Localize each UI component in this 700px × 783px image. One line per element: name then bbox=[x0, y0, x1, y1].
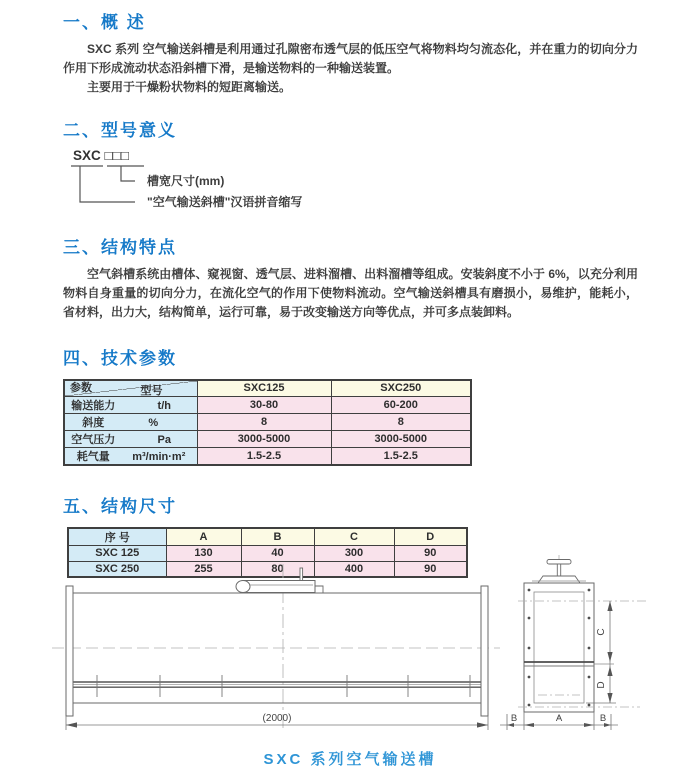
dim-value: 90 bbox=[394, 561, 467, 577]
callout-pinyin-label: "空气输送斜槽"汉语拼音缩写 bbox=[147, 195, 303, 209]
dim-col-header: 序 号 bbox=[68, 528, 166, 546]
table-header-row bbox=[68, 528, 467, 546]
tech-table-corner-cell bbox=[64, 380, 197, 396]
valve-handle bbox=[532, 560, 586, 584]
left-flange bbox=[66, 586, 73, 716]
dim-label-d: D bbox=[596, 681, 607, 689]
dim-value: 300 bbox=[314, 545, 394, 561]
param-unit: Pa bbox=[157, 433, 172, 446]
side-view bbox=[52, 564, 500, 730]
dim-value: 400 bbox=[314, 561, 394, 577]
table-row bbox=[64, 413, 471, 430]
dim-model-name: SXC 125 bbox=[68, 545, 166, 561]
param-name: 耗气量 bbox=[76, 450, 110, 463]
callout-line-pinyin bbox=[80, 166, 135, 202]
param-unit: t/h bbox=[157, 399, 171, 412]
dim-model-name: SXC 250 bbox=[68, 561, 166, 577]
param-value: 60-200 bbox=[331, 396, 471, 413]
page-title: SXC 系列空气输送槽 bbox=[263, 751, 437, 768]
dim-value: 255 bbox=[166, 561, 241, 577]
param-value: 8 bbox=[331, 413, 471, 430]
dim-label-a: A bbox=[555, 713, 563, 724]
table-row bbox=[64, 447, 471, 465]
param-value: 3000-5000 bbox=[331, 430, 471, 447]
dim-value: 90 bbox=[394, 545, 467, 561]
tech-params-table bbox=[63, 379, 472, 466]
dim-label-c: C bbox=[596, 628, 607, 636]
dim-value: 130 bbox=[166, 545, 241, 561]
param-value: 30-80 bbox=[197, 396, 331, 413]
end-view bbox=[500, 555, 648, 730]
dim-heading: 五、结构尺寸 bbox=[63, 496, 177, 516]
dim-label-b-left: B bbox=[510, 713, 518, 724]
param-value: 1.5-2.5 bbox=[197, 447, 331, 465]
callout-line-width bbox=[121, 166, 135, 181]
param-unit: m³/min·m² bbox=[132, 450, 186, 463]
tech-heading: 四、技术参数 bbox=[63, 349, 177, 368]
dim-value: 40 bbox=[241, 545, 314, 561]
tech-col-header: SXC250 bbox=[331, 380, 471, 396]
param-name: 输送能力 bbox=[71, 399, 116, 412]
technical-drawing bbox=[0, 552, 700, 747]
features-heading: 三、结构特点 bbox=[63, 238, 177, 257]
porous-layer bbox=[73, 675, 481, 697]
param-value: 8 bbox=[197, 413, 331, 430]
model-heading: 二、型号意义 bbox=[63, 121, 177, 140]
corner-label-param: 参数 bbox=[70, 381, 92, 394]
dim-value: 80 bbox=[241, 561, 314, 577]
inspection-window bbox=[236, 568, 323, 593]
param-unit: % bbox=[148, 416, 159, 429]
dim-label-b-right: B bbox=[599, 713, 607, 724]
tech-col-header: SXC125 bbox=[197, 380, 331, 396]
param-value: 3000-5000 bbox=[197, 430, 331, 447]
table-row bbox=[64, 430, 471, 447]
overview-paragraph-2: 主要用于干燥粉状物料的短距离输送。 bbox=[87, 80, 292, 94]
length-dimension-label: (2000) bbox=[262, 713, 292, 724]
table-row bbox=[64, 396, 471, 413]
dim-col-header: D bbox=[394, 528, 467, 546]
section-tech-params bbox=[63, 348, 638, 466]
model-code-diagram bbox=[67, 145, 427, 217]
corner-label-model: 型号 bbox=[140, 385, 163, 397]
overview-heading: 一、概 述 bbox=[63, 13, 146, 32]
dim-col-header: C bbox=[314, 528, 394, 546]
section-overview bbox=[63, 12, 638, 97]
param-name: 斜度 bbox=[82, 416, 105, 429]
param-value: 1.5-2.5 bbox=[331, 447, 471, 465]
param-name: 空气压力 bbox=[71, 433, 116, 446]
model-code-text: SXC □□□ bbox=[73, 148, 129, 163]
features-paragraph: 空气斜槽系统由槽体、窥视窗、透气层、进料溜槽、出料溜槽等组成。安装斜度不小于 6%，以充分利用物料自身重量的切向分力，在流化空气的作用下使物料流动。空气输送斜槽具有磨损小，易维护，能耗小，省材料，出力大，结构简单，运行可靠，易于改变输送方向等优点，并可多点装卸料。 bbox=[63, 267, 638, 319]
right-flange bbox=[481, 586, 488, 716]
callout-width-label: 槽宽尺寸(mm) bbox=[147, 174, 225, 188]
overview-paragraph-1: SXC 系列 空气输送斜槽是利用通过孔隙密布透气层的低压空气将物料均匀流态化，并在重力的切向分力作用下形成流动状态沿斜槽下滑，是输送物料的一种输送装置。 bbox=[63, 42, 638, 75]
dim-col-header: B bbox=[241, 528, 314, 546]
dim-col-header: A bbox=[166, 528, 241, 546]
section-model-meaning bbox=[63, 120, 638, 217]
section-features bbox=[63, 237, 638, 322]
